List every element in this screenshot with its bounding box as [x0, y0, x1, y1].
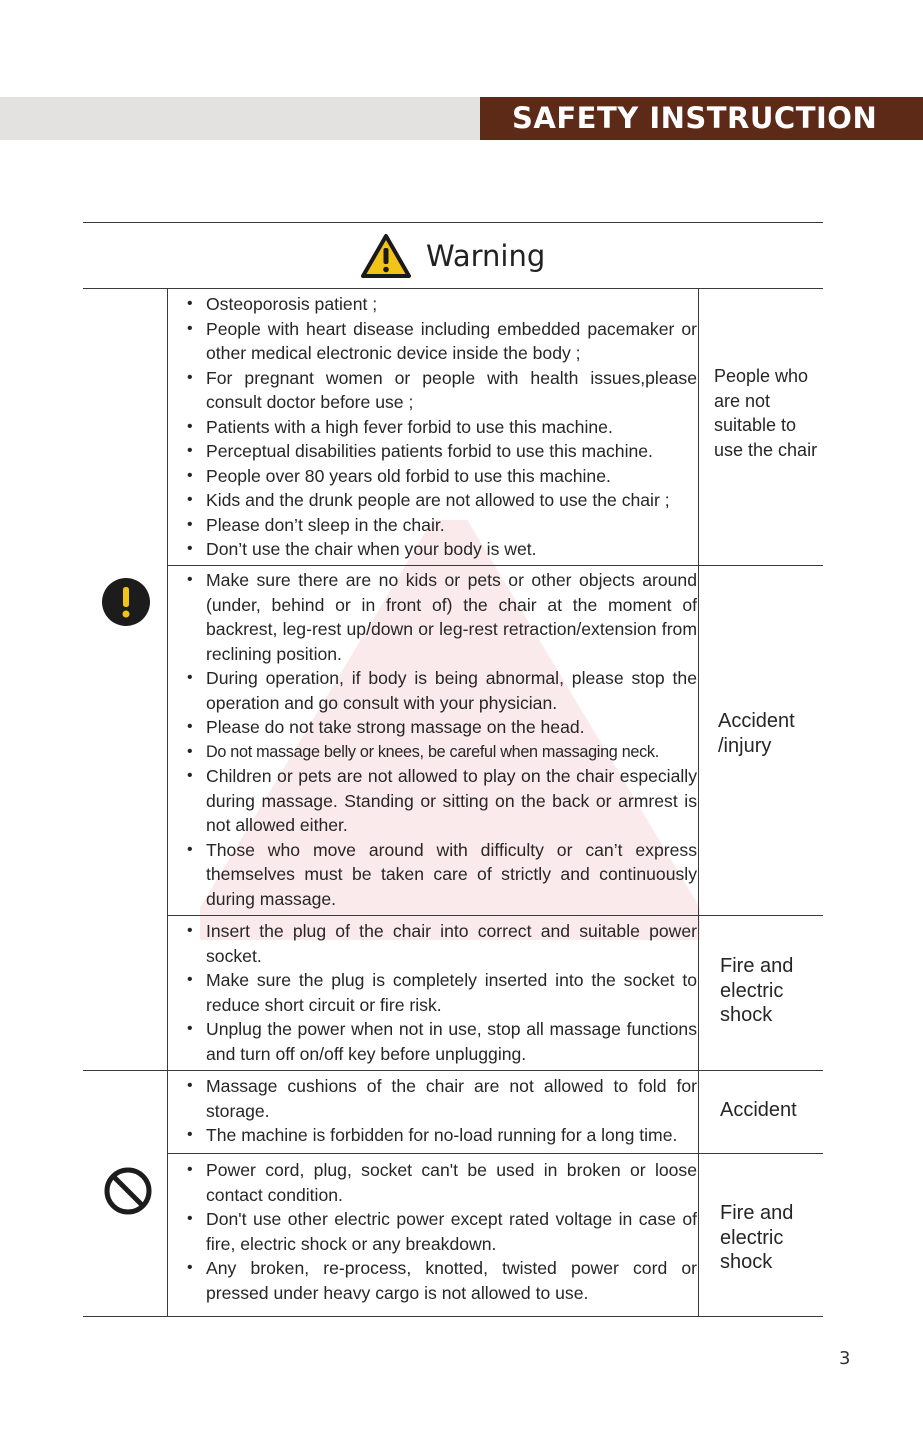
- header-band-grey: [0, 97, 480, 140]
- list-item: • Any broken, re-process, knotted, twisted power cord or pressed under heavy cargo is not allowed to use.: [185, 1256, 697, 1305]
- list-item: • Don't use other electric power except rated voltage in case of fire, electric shock or any breakdown.: [185, 1207, 697, 1256]
- prohibited-icon: [103, 1166, 153, 1216]
- list-item: • Those who move around with difficulty or can’t express themselves must be taken care of strictly and continuously during massage.: [185, 838, 697, 912]
- section-3-list: [185, 919, 697, 1066]
- section-1-list: [185, 292, 697, 562]
- section-2-list: [185, 568, 697, 911]
- table-bottom-rule: [83, 1316, 823, 1317]
- table-category-column-divider: [698, 288, 699, 1316]
- warning-label: Warning: [426, 239, 546, 273]
- page-number: 3: [839, 1348, 851, 1369]
- list-item: • Please do not take strong massage on the head.: [185, 715, 697, 740]
- page-title: SAFETY INSTRUCTION: [512, 101, 878, 135]
- list-item: • Unplug the power when not in use, stop all massage functions and turn off on/off key before unplugging.: [185, 1017, 697, 1066]
- list-item: • The machine is forbidden for no-load running for a long time.: [185, 1123, 697, 1148]
- table-icon-column-divider: [167, 288, 168, 1316]
- warning-triangle-icon: [360, 233, 412, 279]
- list-item: • For pregnant women or people with health issues,please consult doctor before use ;: [185, 366, 697, 415]
- list-item: • Power cord, plug, socket can't be used in broken or loose contact condition.: [185, 1158, 697, 1207]
- section-1-category: People who are not suitable to use the chair: [714, 366, 818, 460]
- table-row-divider: [167, 1153, 823, 1154]
- list-item: • Insert the plug of the chair into correct and suitable power socket.: [185, 919, 697, 968]
- table-top-rule: [83, 222, 823, 223]
- section-5-list: [185, 1158, 697, 1305]
- list-item: • People with heart disease including embedded pacemaker or other medical electronic device inside the body ;: [185, 317, 697, 366]
- table-row-divider: [167, 565, 823, 566]
- table-heading-rule: [83, 288, 823, 289]
- section-2-category: Accident /injury: [718, 710, 795, 757]
- list-item: • Make sure the plug is completely inserted into the socket to reduce short circuit or fire risk.: [185, 968, 697, 1017]
- list-item: • Please don’t sleep in the chair.: [185, 513, 697, 538]
- table-row-divider: [167, 915, 823, 916]
- list-item: • Don’t use the chair when your body is wet.: [185, 537, 697, 562]
- section-4-category: Accident: [720, 1099, 797, 1121]
- list-item: • Osteoporosis patient ;: [185, 292, 697, 317]
- section-3-category: Fire and electric shock: [720, 955, 794, 1026]
- list-item: • Massage cushions of the chair are not allowed to fold for storage.: [185, 1074, 697, 1123]
- list-item: • Children or pets are not allowed to play on the chair especially during massage. Standing or sitting on the back or armrest is not allowed either.: [185, 764, 697, 838]
- exclamation-circle-icon: [101, 577, 151, 627]
- section-5-category: Fire and electric shock: [720, 1202, 794, 1273]
- list-item: • Make sure there are no kids or pets or other objects around (under, behind or in front of) the chair at the moment of backrest, leg-rest up/down or leg-rest retraction/extension from reclining position.: [185, 568, 697, 666]
- section-4-list: [185, 1074, 697, 1148]
- list-item: • Do not massage belly or knees, be careful when massaging neck.: [185, 740, 697, 765]
- list-item: • Perceptual disabilities patients forbid to use this machine.: [185, 439, 697, 464]
- list-item: • Patients with a high fever forbid to use this machine.: [185, 415, 697, 440]
- list-item: • Kids and the drunk people are not allowed to use the chair ;: [185, 488, 697, 513]
- table-group-rule: [83, 1070, 823, 1071]
- list-item: • People over 80 years old forbid to use this machine.: [185, 464, 697, 489]
- list-item: • During operation, if body is being abnormal, please stop the operation and go consult with your physician.: [185, 666, 697, 715]
- warning-heading: [360, 232, 545, 280]
